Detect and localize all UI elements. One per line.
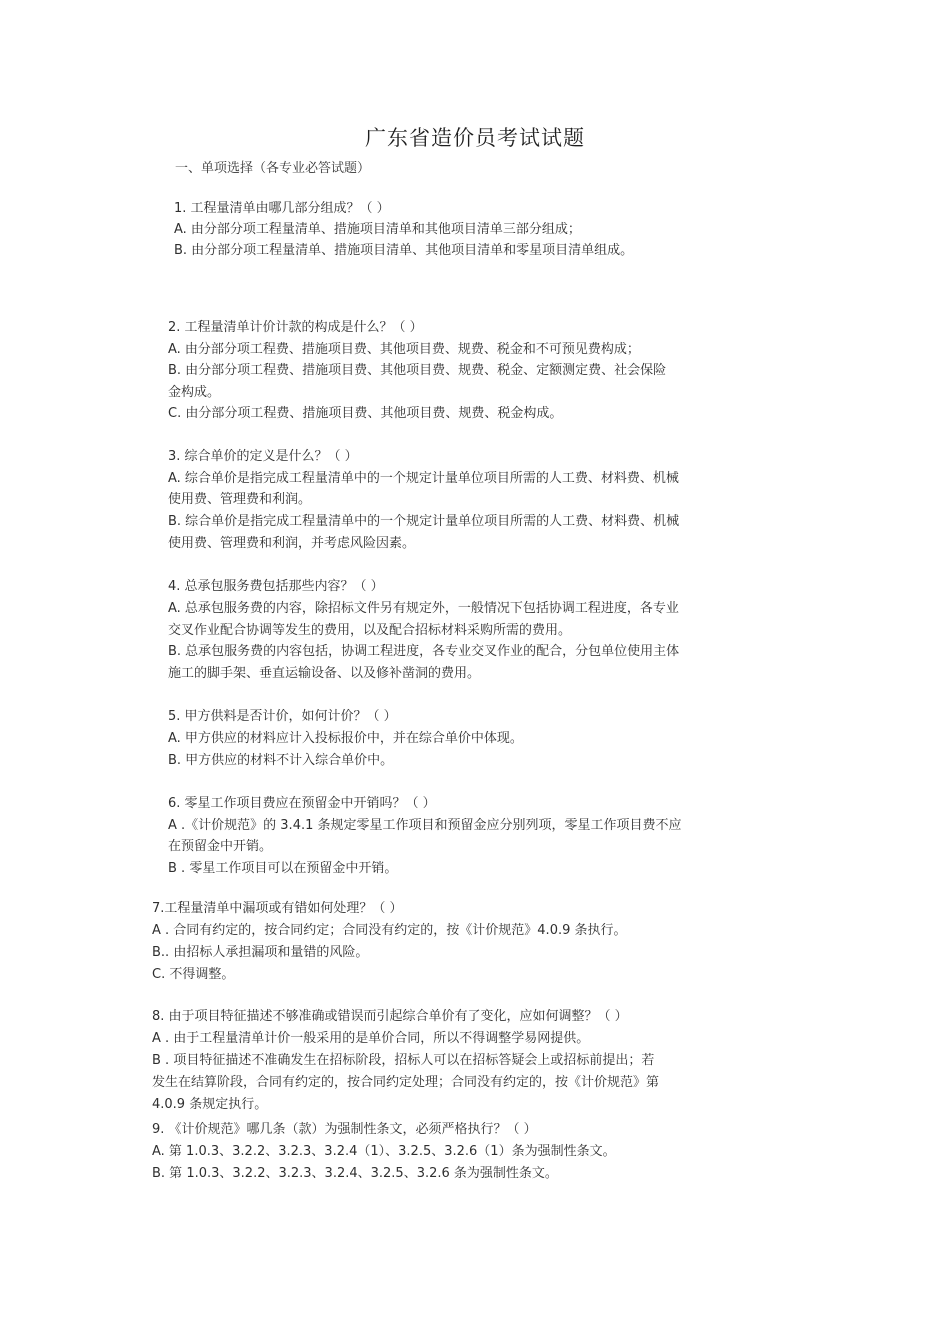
option-line: 使用费、管理费和利润。	[168, 492, 312, 507]
question-9: 9. 《计价规范》哪几条（款）为强制性条文，必须严格执行？（ ）	[152, 1122, 537, 1137]
option-line: A. 由分部分项工程费、措施项目费、其他项目费、规费、税金和不可预见费构成；	[168, 342, 640, 357]
option-line: C. 不得调整。	[152, 967, 235, 982]
section-heading: 一、单项选择（各专业必答试题）	[175, 161, 371, 176]
option-line: 金构成。	[168, 385, 221, 400]
question-8: 8. 由于项目特征描述不够准确或错误而引起综合单价有了变化，应如何调整？（ ）	[152, 1009, 628, 1024]
option-line: B. 综合单价是指完成工程量清单中的一个规定计量单位项目所需的人工费、材料费、机械	[168, 514, 680, 529]
option-line: 在预留金中开销。	[168, 839, 273, 854]
option-line: A. 总承包服务费的内容，除招标文件另有规定外，一般情况下包括协调工程进度，各专业	[168, 601, 679, 616]
option-line: B . 项目特征描述不准确发生在招标阶段，招标人可以在招标答疑会上或招标前提出；若	[152, 1053, 655, 1068]
option-line: B. 由分部分项工程量清单、措施项目清单、其他项目清单和零星项目清单组成。	[174, 243, 634, 258]
page-title: 广东省造价员考试试题	[365, 126, 585, 150]
option-line: A. 第 1.0.3、3.2.2、3.2.3、3.2.4（1）、3.2.5、3.2.6（1）条为强制性条文。	[152, 1144, 616, 1159]
question-2: 2. 工程量清单计价计款的构成是什么？（ ）	[168, 320, 423, 335]
option-line: 交叉作业配合协调等发生的费用，以及配合招标材料采购所需的费用。	[168, 623, 572, 638]
option-line: 发生在结算阶段，合同有约定的，按合同约定处理；合同没有约定的，按《计价规范》第	[152, 1075, 660, 1090]
option-line: A. 综合单价是指完成工程量清单中的一个规定计量单位项目所需的人工费、材料费、机械	[168, 471, 679, 486]
option-line: B.. 由招标人承担漏项和量错的风险。	[152, 945, 369, 960]
option-line: B. 第 1.0.3、3.2.2、3.2.3、3.2.4、3.2.5、3.2.6 条为强制性条文。	[152, 1166, 558, 1181]
option-line: B. 甲方供应的材料不计入综合单价中。	[168, 753, 394, 768]
option-line: A .《计价规范》的 3.4.1 条规定零星工作项目和预留金应分别列项，零星工作项目费不应	[168, 818, 682, 833]
option-line: A . 由于工程量清单计价一般采用的是单价合同，所以不得调整学易网提供。	[152, 1031, 590, 1046]
question-1: 1. 工程量清单由哪几部分组成？（ ）	[174, 201, 390, 216]
option-line: 使用费、管理费和利润，并考虑风险因素。	[168, 536, 416, 551]
option-line: B . 零星工作项目可以在预留金中开销。	[168, 861, 398, 876]
option-line: B. 总承包服务费的内容包括，协调工程进度，各专业交叉作业的配合，分包单位使用主体	[168, 644, 680, 659]
question-7: 7.工程量清单中漏项或有错如何处理？（ ）	[152, 901, 403, 916]
option-line: A. 由分部分项工程量清单、措施项目清单和其他项目清单三部分组成；	[174, 222, 581, 237]
option-line: 施工的脚手架、垂直运输设备、以及修补凿洞的费用。	[168, 666, 481, 681]
option-line: B. 由分部分项工程费、措施项目费、其他项目费、规费、税金、定额测定费、社会保险	[168, 363, 667, 378]
question-4: 4. 总承包服务费包括那些内容？（ ）	[168, 579, 384, 594]
option-line: 4.0.9 条规定执行。	[152, 1097, 268, 1112]
question-6: 6. 零星工作项目费应在预留金中开销吗？（ ）	[168, 796, 436, 811]
question-3: 3. 综合单价的定义是什么？（ ）	[168, 449, 358, 464]
option-line: A. 甲方供应的材料应计入投标报价中，并在综合单价中体现。	[168, 731, 523, 746]
option-line: C. 由分部分项工程费、措施项目费、其他项目费、规费、税金构成。	[168, 406, 563, 421]
question-5: 5. 甲方供料是否计价，如何计价？（ ）	[168, 709, 397, 724]
option-line: A . 合同有约定的，按合同约定；合同没有约定的，按《计价规范》4.0.9 条执行。	[152, 923, 627, 938]
